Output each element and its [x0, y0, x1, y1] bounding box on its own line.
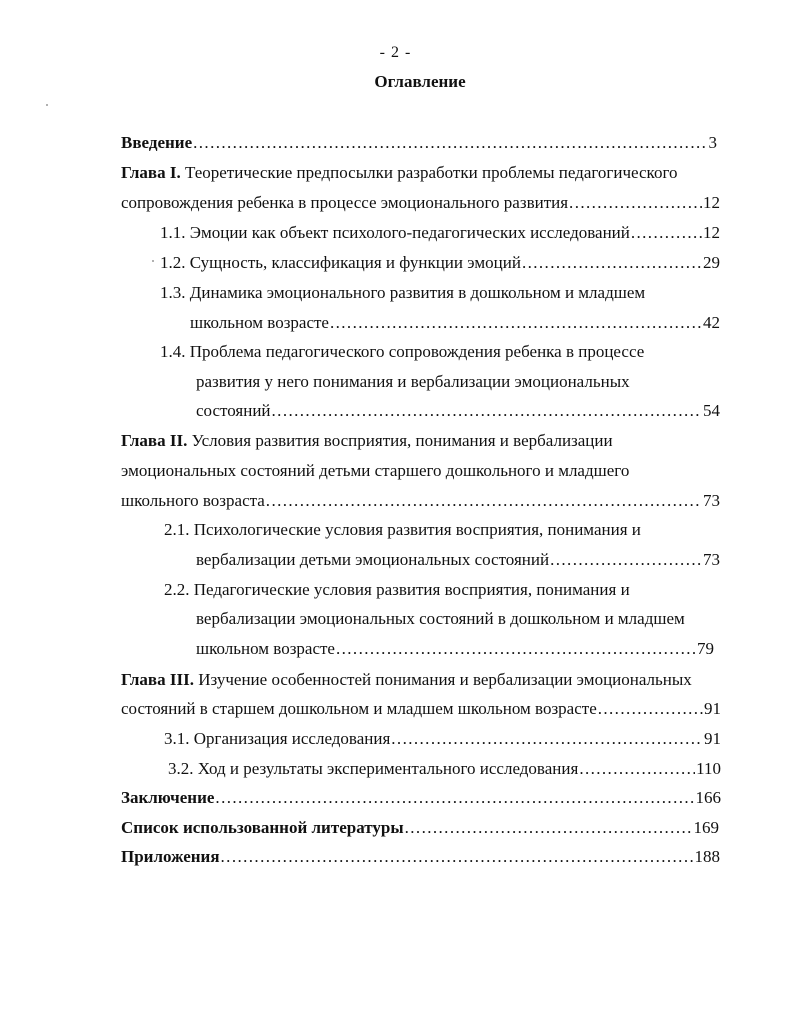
page-number: - 2 -	[379, 44, 412, 61]
toc-entry-label: Список использованной литературы	[121, 818, 404, 837]
toc-section-3-1[interactable]	[164, 729, 721, 749]
chapter-1-heading: Глава I.	[121, 163, 181, 182]
section-1-4-label-line-2: развития у него понимания и вербализации эмоциональных	[196, 372, 630, 391]
chapter-2-heading: Глава II.	[121, 431, 188, 450]
leader-dots	[522, 253, 702, 273]
toc-page-number: 166	[695, 788, 721, 807]
section-1-3-label-line-2: школьном возрасте	[190, 313, 329, 332]
chapter-2-title-line-1: Условия развития восприятия, понимания и вербализации	[191, 431, 613, 450]
toc-page-number: 3	[708, 133, 717, 152]
toc-entry-label: Заключение	[121, 788, 215, 807]
toc-section-2-2-line-1[interactable]	[164, 580, 630, 600]
toc-section-1-2[interactable]	[160, 253, 720, 273]
toc-title: Оглавление	[374, 72, 466, 91]
leader-dots	[579, 759, 695, 779]
toc-entry-conclusion[interactable]	[121, 788, 721, 808]
toc-section-1-3-line-1[interactable]	[160, 283, 645, 303]
toc-chapter-2-line-2[interactable]	[121, 461, 629, 481]
section-2-2-label-line-2: вербализации эмоциональных состояний в дошкольном и младшем	[196, 609, 685, 628]
toc-section-2-1-line-1[interactable]	[164, 520, 641, 540]
toc-page-number: 91	[704, 729, 721, 748]
chapter-3-title-line-1: Изучение особенностей понимания и вербализации эмоциональных	[198, 670, 692, 689]
chapter-1-title-line-2: сопровождения ребенка в процессе эмоционального развития	[121, 193, 569, 212]
toc-entry-references[interactable]	[121, 818, 719, 838]
leader-dots	[631, 223, 702, 243]
chapter-3-heading: Глава III.	[121, 670, 194, 689]
toc-section-1-3-line-2[interactable]	[190, 313, 720, 333]
section-3-1-label: 3.1. Организация исследования	[164, 729, 391, 748]
toc-entry-introduction[interactable]	[121, 133, 717, 153]
leader-dots	[405, 818, 693, 838]
leader-dots	[336, 639, 696, 659]
leader-dots	[598, 699, 703, 719]
chapter-3-title-line-2: состояний в старшем дошкольном и младшем школьном возрасте	[121, 699, 597, 718]
toc-chapter-2-line-3[interactable]	[121, 491, 720, 511]
section-2-1-label-line-1: 2.1. Психологические условия развития восприятия, понимания и	[164, 520, 641, 539]
toc-chapter-3-line-2[interactable]	[121, 699, 721, 719]
section-1-3-label-line-1: 1.3. Динамика эмоционального развития в дошкольном и младшем	[160, 283, 646, 302]
leader-dots	[272, 401, 702, 421]
leader-dots	[193, 133, 707, 153]
toc-entry-appendices[interactable]	[121, 847, 720, 867]
section-1-4-label-line-1: 1.4. Проблема педагогического сопровождения ребенка в процессе	[160, 342, 645, 361]
toc-entry-label: Введение	[121, 133, 193, 152]
toc-page-number: 12	[703, 193, 720, 212]
leader-dots	[550, 550, 702, 570]
scan-speck	[152, 260, 154, 262]
section-2-1-label-line-2: вербализации детьми эмоциональных состояний	[196, 550, 550, 569]
chapter-2-title-line-3: школьного возраста	[121, 491, 265, 510]
toc-section-1-4-line-1[interactable]	[160, 342, 644, 362]
toc-page-number: 79	[697, 639, 714, 658]
section-2-2-label-line-3: школьном возрасте	[196, 639, 335, 658]
leader-dots	[221, 847, 694, 867]
toc-page-number: 54	[703, 401, 720, 420]
toc-entry-label: Приложения	[121, 847, 220, 866]
toc-chapter-3-line-1[interactable]	[121, 670, 692, 690]
toc-page-number: 188	[694, 847, 720, 866]
toc-section-1-4-line-3[interactable]	[196, 401, 720, 421]
section-1-2-label: 1.2. Сущность, классификация и функции эмоций	[160, 253, 521, 272]
section-3-2-label: 3.2. Ход и результаты экспериментального исследования	[168, 759, 579, 778]
toc-page-number: 73	[703, 491, 720, 510]
toc-page-number: 12	[703, 223, 720, 242]
toc-page-number: 169	[693, 818, 719, 837]
toc-chapter-1-line-2[interactable]	[121, 193, 720, 213]
toc-page-number: 73	[703, 550, 720, 569]
toc-section-2-2-line-2[interactable]	[196, 609, 685, 629]
section-1-4-label-line-3: состояний	[196, 401, 271, 420]
toc-section-1-4-line-2[interactable]	[196, 372, 630, 392]
leader-dots	[391, 729, 703, 749]
toc-section-2-2-line-3[interactable]	[196, 639, 714, 659]
toc-page-number: 42	[703, 313, 720, 332]
leader-dots	[569, 193, 702, 213]
leader-dots	[215, 788, 694, 808]
toc-section-3-2[interactable]	[168, 759, 721, 779]
toc-chapter-2-line-1[interactable]	[121, 431, 613, 451]
section-1-1-label: 1.1. Эмоции как объект психолого-педагогических исследований	[160, 223, 630, 242]
toc-page-number: 29	[703, 253, 720, 272]
section-2-2-label-line-1: 2.2. Педагогические условия развития восприятия, понимания и	[164, 580, 630, 599]
leader-dots	[266, 491, 702, 511]
toc-section-1-1[interactable]	[160, 223, 720, 243]
leader-dots	[330, 313, 702, 333]
toc-page-number: 110	[696, 759, 721, 778]
toc-section-2-1-line-2[interactable]	[196, 550, 720, 570]
toc-page-number: 91	[704, 699, 721, 718]
chapter-1-title-line-1: Теоретические предпосылки разработки проблемы педагогического	[184, 163, 678, 182]
toc-chapter-1-line-1[interactable]	[121, 163, 678, 183]
chapter-2-title-line-2: эмоциональных состояний детьми старшего дошкольного и младшего	[121, 461, 630, 480]
scan-speck	[46, 104, 48, 106]
